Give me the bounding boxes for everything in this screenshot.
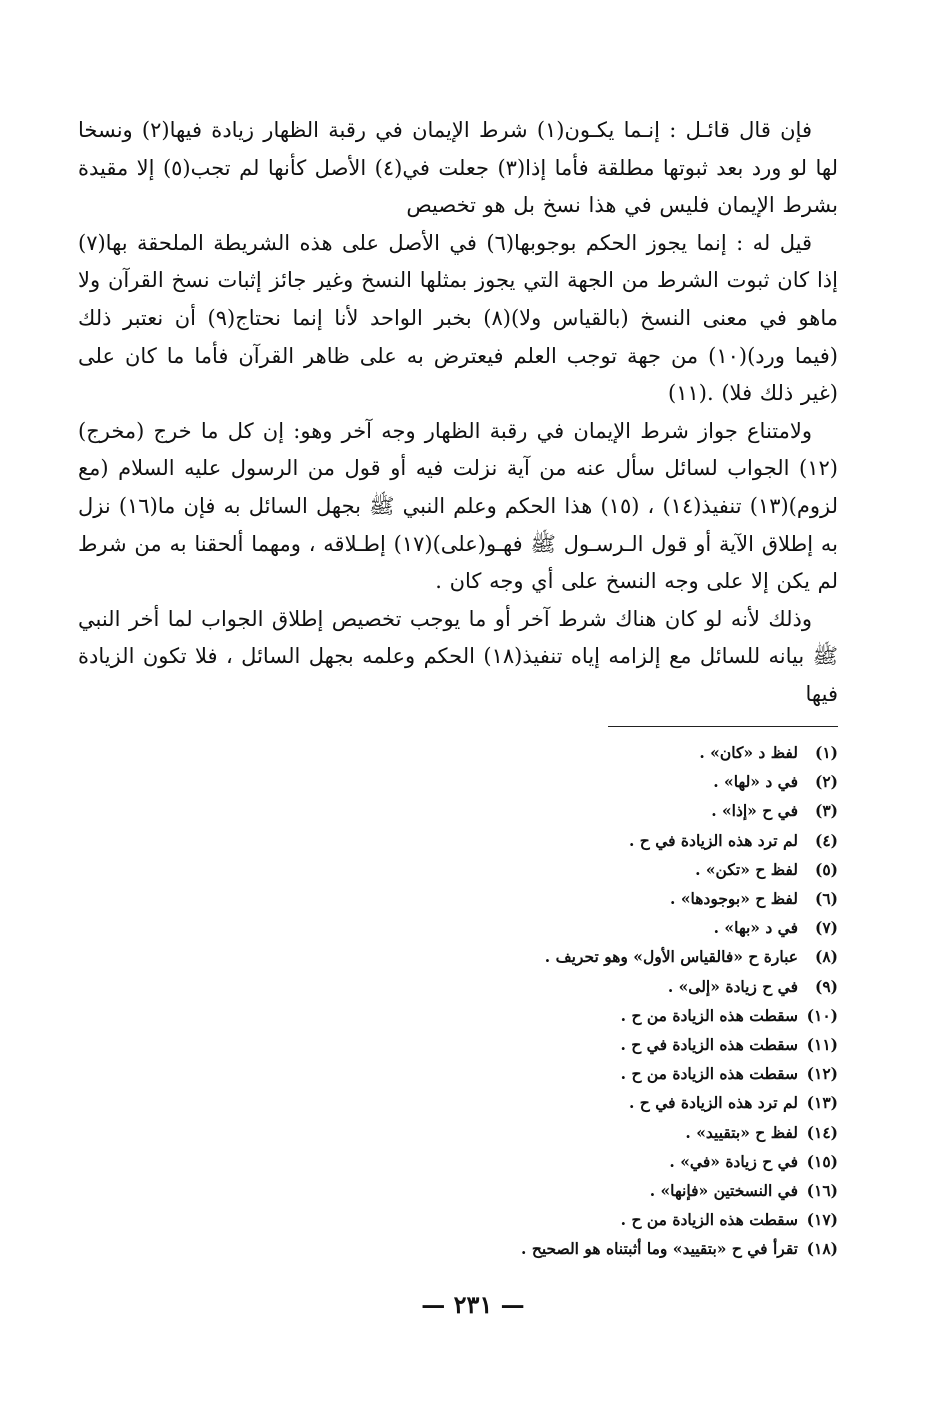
footnote-number: (١٢) — [806, 1064, 838, 1084]
footnote-number: (٦) — [814, 889, 838, 909]
footnote-text: في د «لها» . — [713, 772, 798, 792]
footnote-item — [238, 1001, 838, 1030]
footnote-item — [238, 1176, 838, 1205]
footnote-item — [238, 884, 838, 913]
footnote-text: في ح زيادة «إلى» . — [667, 976, 798, 996]
footnote-number: (١٥) — [806, 1151, 838, 1171]
footnote-number: (١١) — [806, 1035, 838, 1055]
footnote-text: عبارة ح «فالقياس الأول» وهو تحريف . — [544, 947, 798, 967]
footnote-number: (٣) — [814, 801, 838, 821]
footnote-number: (٢) — [814, 772, 838, 792]
footnote-number: (٥) — [814, 859, 838, 879]
footnote-text: في ح «إذا» . — [711, 801, 798, 821]
footnote-item — [238, 1030, 838, 1059]
footnote-text: سقطت هذه الزيادة من ح . — [620, 1210, 798, 1230]
footnote-number: (١٧) — [806, 1210, 838, 1230]
footnote-number: (١٠) — [806, 1005, 838, 1025]
footnote-number: (١٣) — [806, 1093, 838, 1113]
footnote-text: في ح زيادة «في» . — [669, 1151, 798, 1171]
footnote-item — [238, 767, 838, 796]
paragraph-1: فإن قال قائـل : إنـما يكـون(١) شرط الإيمان في رقبة الظهار زيادة فيها(٢) ونسخا لها لو ورد بعد ثبوتها مطلقة فأما إذا(٣) جعلت في(٤) الأصل كأنها لم تجب(٥) إلا مقيدة بشرط الإيمان فليس في هذا نسخ بل هو تخصيص — [78, 118, 838, 218]
footnote-item — [238, 738, 838, 767]
footnote-item — [238, 1059, 838, 1088]
footnote-text: سقطت هذه الزيادة من ح . — [620, 1005, 798, 1025]
footnote-item — [238, 942, 838, 971]
footnote-text: لفظ ح «بوجودها» . — [670, 889, 798, 909]
footnote-item — [238, 855, 838, 884]
footnote-number: (١٦) — [806, 1181, 838, 1201]
footnote-number: (٧) — [814, 918, 838, 938]
footnote-item — [238, 1234, 838, 1263]
footnote-text: سقطت هذه الزيادة من ح . — [620, 1064, 798, 1084]
footnote-item — [238, 826, 838, 855]
footnotes-list — [238, 738, 838, 1264]
footnote-item — [238, 913, 838, 942]
footnote-text: لم ترد هذه الزيادة في ح . — [629, 830, 798, 850]
footnote-text: سقطت هذه الزيادة في ح . — [620, 1035, 798, 1055]
paragraph-4: وذلك لأنه لو كان هناك شرط آخر أو ما يوجب تخصيص إطلاق الجواب لما أخر النبي ﷺ بيانه للسائل مع إلزامه إياه تنفيذ(١٨) الحكم وعلمه بجهل السائل ، فلا تكون الزيادة فيها — [78, 606, 839, 706]
footnote-item — [238, 1147, 838, 1176]
footnote-text: في د «بها» . — [713, 918, 798, 938]
footnote-item — [238, 972, 838, 1001]
footnote-text: تقرأ في ح «بتقييد» وما أثبتناه هو الصحيح . — [521, 1239, 798, 1259]
paragraph-3: ولامتناع جواز شرط الإيمان في رقبة الظهار وجه آخر وهو: إن كل ما خرج (مخرج)(١٢) الجواب لسائل سأل عنه من آية نزلت فيه أو قول من الرسول عليه السلام (مع لزوم)(١٣) تنفيذ(١٤) ، (١٥) هذا الحكم وعلم النبي ﷺ بجهل السائل به فإن ما(١٦) نزل به إطلاق الآية أو قول الـرسـول ﷺ فهـو(على)(١٧) إطـلاقه ، ومهما ألحقنا به من شرط لم يكن إلا على وجه النسخ على أي وجه كان . — [78, 418, 838, 594]
footnote-number: (١٤) — [806, 1122, 838, 1142]
footnote-number: (٩) — [814, 976, 838, 996]
paragraph-2: قيل له : إنما يجوز الحكم بوجوبها(٦) في الأصل على هذه الشريطة الملحقة بها(٧) إذا كان ثبوت الشرط من الجهة التي يجوز بمثلها النسخ وغير جائز إثبات نسخ القرآن ولا ماهو في معنى النسخ (بالقياس ولا)(٨) بخبر الواحد لأنا إنما نحتاج(٩) أن نعتبر ذلك (فيما ورد)(١٠) من جهة توجب العلم فيعترض به على ظاهر القرآن فأما ما كان على (غير ذلك فلا) .(١١) — [78, 230, 838, 406]
footnote-number: (٤) — [814, 830, 838, 850]
footnote-text: لفظ د «كان» . — [699, 743, 798, 762]
footnote-text: لم ترد هذه الزيادة في ح . — [629, 1093, 798, 1113]
footnote-number: (١٨) — [806, 1239, 838, 1259]
footnote-item — [238, 1205, 838, 1234]
page-number: — ٢٣١ — — [421, 1290, 525, 1319]
footnote-item — [238, 796, 838, 825]
footnote-text: لفظ ح «بتقييد» . — [685, 1122, 798, 1142]
footnote-number: (١) — [814, 743, 838, 762]
footnote-item — [238, 1088, 838, 1117]
footnote-number: (٨) — [814, 947, 838, 967]
footnote-text: لفظ ح «تكن» . — [695, 859, 798, 879]
footnote-text: في النسختين «فإنها» . — [649, 1181, 798, 1201]
footnote-item — [238, 1118, 838, 1147]
main-text — [78, 112, 838, 714]
footnote-separator — [608, 726, 838, 727]
